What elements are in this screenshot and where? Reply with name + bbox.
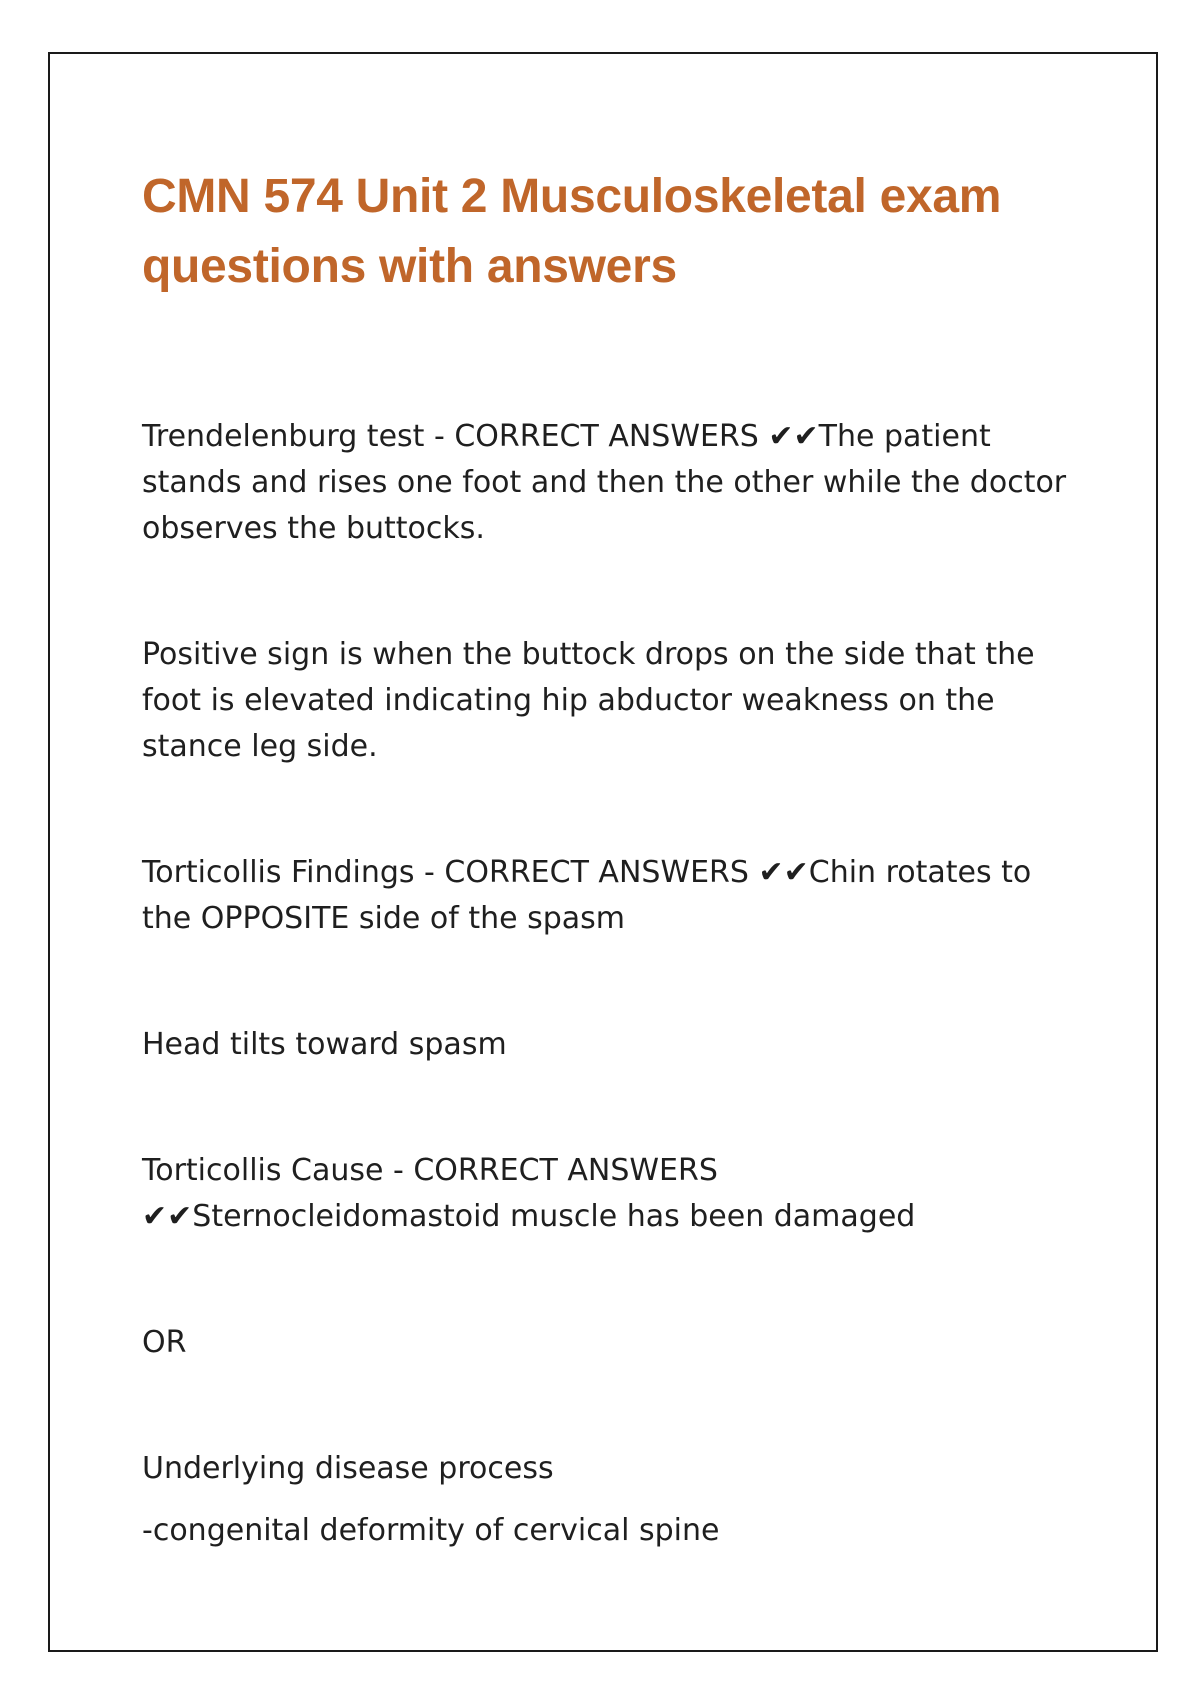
document-title: CMN 574 Unit 2 Musculoskeletal exam questions with answers xyxy=(142,170,1002,293)
paragraph-or: OR xyxy=(142,1325,187,1360)
paragraph-underlying-disease: Underlying disease process xyxy=(142,1451,554,1486)
paragraph-trendelenburg-test: Trendelenburg test - CORRECT ANSWERS ✔✔The patient stands and rises one foot and then the other while the doctor observes the buttocks. xyxy=(142,419,1067,546)
paragraph-torticollis-findings: Torticollis Findings - CORRECT ANSWERS ✔✔Chin rotates to the OPPOSITE side of the spasm xyxy=(142,855,1032,936)
paragraph-torticollis-cause: Torticollis Cause - CORRECT ANSWERS ✔✔Sternocleidomastoid muscle has been damaged xyxy=(142,1153,916,1234)
paragraph-congenital-deformity: -congenital deformity of cervical spine xyxy=(142,1513,720,1548)
paragraph-positive-sign: Positive sign is when the buttock drops on the side that the foot is elevated indicating hip abductor weakness on the stance leg side. xyxy=(142,637,1035,764)
document-page xyxy=(48,52,1158,1652)
paragraph-head-tilts: Head tilts toward spasm xyxy=(142,1027,507,1062)
page-content xyxy=(142,162,1082,1554)
